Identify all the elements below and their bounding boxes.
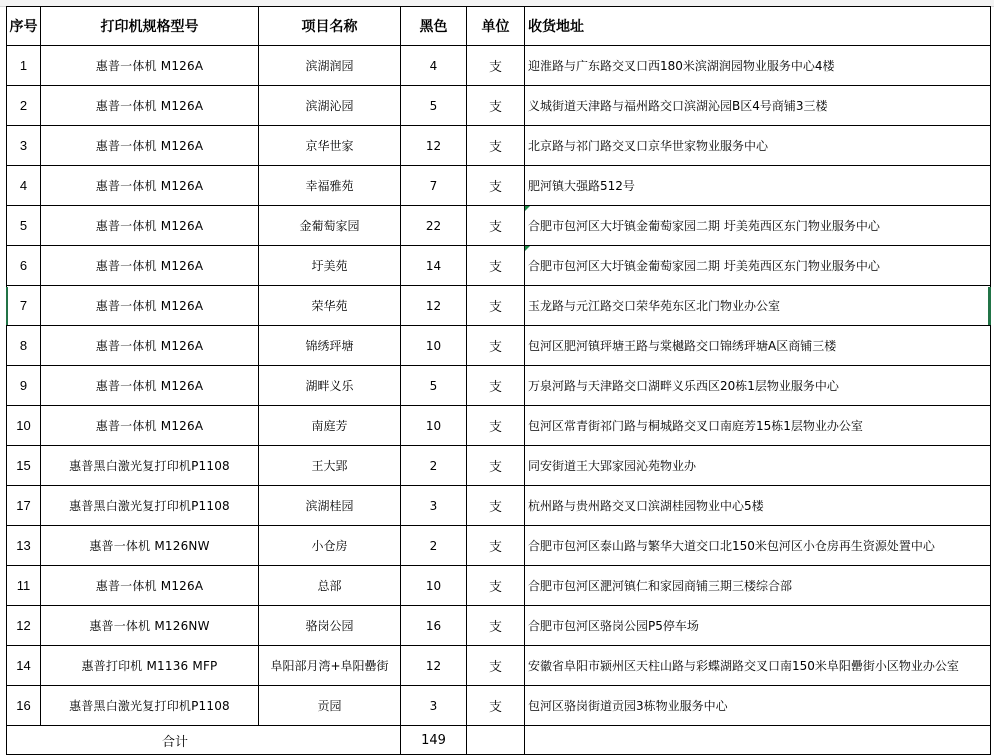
table-row — [7, 646, 991, 686]
table-row — [7, 206, 991, 246]
table-row — [7, 46, 991, 86]
cell-model[interactable]: 惠普黑白激光复打印机P1108 — [41, 686, 259, 726]
comment-flag-icon — [525, 206, 530, 211]
header-address[interactable]: 收货地址 — [525, 7, 991, 46]
cell-address[interactable]: 杭州路与贵州路交叉口滨湖桂园物业中心5楼 — [525, 486, 991, 526]
cell-index[interactable]: 11 — [7, 566, 41, 606]
cell-unit[interactable]: 支 — [467, 206, 525, 246]
cell-project[interactable]: 滨湖沁园 — [259, 86, 401, 126]
cell-unit[interactable]: 支 — [467, 446, 525, 486]
cell-address[interactable]: 迎淮路与广东路交叉口西180米滨湖润园物业服务中心4楼 — [525, 46, 991, 86]
cell-project[interactable]: 王大郢 — [259, 446, 401, 486]
cell-model[interactable]: 惠普一体机 M126NW — [41, 526, 259, 566]
cell-project[interactable]: 滨湖润园 — [259, 46, 401, 86]
table-row — [7, 366, 991, 406]
cell-black-qty[interactable]: 4 — [401, 46, 467, 86]
cell-address[interactable]: 合肥市包河区淝河镇仁和家园商铺三期三楼综合部 — [525, 566, 991, 606]
cell-black-qty[interactable]: 14 — [401, 246, 467, 286]
total-empty-cell-2[interactable] — [525, 726, 991, 755]
cell-project[interactable]: 圩美苑 — [259, 246, 401, 286]
table-row — [7, 686, 991, 726]
cell-project[interactable]: 小仓房 — [259, 526, 401, 566]
cell-unit[interactable]: 支 — [467, 686, 525, 726]
comment-flag-icon — [525, 246, 530, 251]
cell-project[interactable]: 骆岗公园 — [259, 606, 401, 646]
cell-model[interactable]: 惠普黑白激光复打印机P1108 — [41, 446, 259, 486]
cell-black-qty[interactable]: 16 — [401, 606, 467, 646]
cell-address[interactable]: 玉龙路与元江路交口荣华苑东区北门物业办公室 — [525, 286, 991, 326]
cell-address[interactable]: 义城街道天津路与福州路交口滨湖沁园B区4号商铺3三楼 — [525, 86, 991, 126]
cell-unit[interactable]: 支 — [467, 246, 525, 286]
cell-black-qty[interactable]: 5 — [401, 86, 467, 126]
header-unit[interactable]: 单位 — [467, 7, 525, 46]
cell-project[interactable]: 滨湖桂园 — [259, 486, 401, 526]
cell-index[interactable]: 2 — [7, 86, 41, 126]
table-row — [7, 606, 991, 646]
cell-black-qty[interactable]: 2 — [401, 526, 467, 566]
header-model[interactable]: 打印机规格型号 — [41, 7, 259, 46]
table-body — [7, 46, 991, 726]
cell-index[interactable]: 16 — [7, 686, 41, 726]
total-label-cell[interactable]: 合计 — [7, 726, 401, 755]
cell-model[interactable]: 惠普一体机 M126A — [41, 46, 259, 86]
cell-unit[interactable]: 支 — [467, 486, 525, 526]
cell-black-qty[interactable]: 22 — [401, 206, 467, 246]
cell-address[interactable]: 安徽省阜阳市颍州区天柱山路与彩蝶湖路交叉口南150米阜阳罍街小区物业办公室 — [525, 646, 991, 686]
cell-model[interactable]: 惠普一体机 M126NW — [41, 606, 259, 646]
cell-unit[interactable]: 支 — [467, 46, 525, 86]
cell-unit[interactable]: 支 — [467, 406, 525, 446]
cell-index[interactable]: 10 — [7, 406, 41, 446]
cell-project[interactable]: 阜阳部月湾+阜阳罍街 — [259, 646, 401, 686]
cell-black-qty[interactable]: 3 — [401, 486, 467, 526]
cell-model[interactable]: 惠普一体机 M126A — [41, 286, 259, 326]
table-row — [7, 126, 991, 166]
cell-black-qty[interactable]: 10 — [401, 406, 467, 446]
table-row — [7, 286, 991, 326]
table-row — [7, 446, 991, 486]
cell-project[interactable]: 贡园 — [259, 686, 401, 726]
table-row — [7, 326, 991, 366]
cell-unit[interactable]: 支 — [467, 646, 525, 686]
total-value-cell[interactable]: 149 — [401, 726, 467, 755]
cell-project[interactable]: 荣华苑 — [259, 286, 401, 326]
table-row — [7, 486, 991, 526]
cell-black-qty[interactable]: 5 — [401, 366, 467, 406]
table-row — [7, 566, 991, 606]
cell-black-qty[interactable]: 12 — [401, 286, 467, 326]
cell-index[interactable]: 15 — [7, 446, 41, 486]
cell-black-qty[interactable]: 12 — [401, 126, 467, 166]
cell-index[interactable]: 13 — [7, 526, 41, 566]
cell-index[interactable]: 9 — [7, 366, 41, 406]
cell-address[interactable]: 包河区肥河镇玶塘王路与棠樾路交口锦绣玶塘A区商铺三楼 — [525, 326, 991, 366]
cell-index[interactable]: 3 — [7, 126, 41, 166]
selection-indicator-left — [6, 287, 8, 325]
table-row — [7, 406, 991, 446]
total-empty-cell[interactable] — [467, 726, 525, 755]
cell-model[interactable]: 惠普黑白激光复打印机P1108 — [41, 486, 259, 526]
cell-index[interactable]: 7 — [7, 286, 41, 326]
cell-unit[interactable]: 支 — [467, 326, 525, 366]
cell-address[interactable]: 合肥市包河区泰山路与繁华大道交口北150米包河区小仓房再生资源处置中心 — [525, 526, 991, 566]
cell-model[interactable]: 惠普一体机 M126A — [41, 366, 259, 406]
cell-unit[interactable]: 支 — [467, 126, 525, 166]
cell-model[interactable]: 惠普打印机 M1136 MFP — [41, 646, 259, 686]
cell-model[interactable]: 惠普一体机 M126A — [41, 86, 259, 126]
cell-unit[interactable]: 支 — [467, 566, 525, 606]
cell-model[interactable]: 惠普一体机 M126A — [41, 246, 259, 286]
cell-project[interactable]: 湖畔义乐 — [259, 366, 401, 406]
cell-black-qty[interactable]: 7 — [401, 166, 467, 206]
cell-unit[interactable]: 支 — [467, 86, 525, 126]
table-row — [7, 166, 991, 206]
header-black[interactable]: 黑色 — [401, 7, 467, 46]
cell-index[interactable]: 17 — [7, 486, 41, 526]
cell-unit[interactable]: 支 — [467, 526, 525, 566]
cell-project[interactable]: 金葡萄家园 — [259, 206, 401, 246]
cell-address[interactable]: 肥河镇大强路512号 — [525, 166, 991, 206]
cell-model[interactable]: 惠普一体机 M126A — [41, 126, 259, 166]
cell-model[interactable]: 惠普一体机 M126A — [41, 166, 259, 206]
header-index[interactable]: 序号 — [7, 7, 41, 46]
cell-black-qty[interactable]: 12 — [401, 646, 467, 686]
cell-address[interactable]: 合肥市包河区骆岗公园P5停车场 — [525, 606, 991, 646]
cell-address[interactable]: 北京路与祁门路交叉口京华世家物业服务中心 — [525, 126, 991, 166]
table-row — [7, 86, 991, 126]
cell-address[interactable]: 合肥市包河区大圩镇金葡萄家园二期 圩美苑西区东门物业服务中心 — [525, 206, 991, 246]
cell-index[interactable]: 1 — [7, 46, 41, 86]
cell-address[interactable]: 万泉河路与天津路交口湖畔义乐西区20栋1层物业服务中心 — [525, 366, 991, 406]
cell-unit[interactable]: 支 — [467, 366, 525, 406]
cell-project[interactable]: 幸福雅苑 — [259, 166, 401, 206]
cell-index[interactable]: 14 — [7, 646, 41, 686]
cell-index[interactable]: 6 — [7, 246, 41, 286]
cell-model[interactable]: 惠普一体机 M126A — [41, 406, 259, 446]
cell-address[interactable]: 合肥市包河区大圩镇金葡萄家园二期 圩美苑西区东门物业服务中心 — [525, 246, 991, 286]
cell-black-qty[interactable]: 2 — [401, 446, 467, 486]
cell-model[interactable]: 惠普一体机 M126A — [41, 566, 259, 606]
cell-index[interactable]: 5 — [7, 206, 41, 246]
selection-indicator-right — [988, 287, 991, 325]
cell-project[interactable]: 南庭芳 — [259, 406, 401, 446]
cell-unit[interactable]: 支 — [467, 166, 525, 206]
cell-black-qty[interactable]: 3 — [401, 686, 467, 726]
header-project[interactable]: 项目名称 — [259, 7, 401, 46]
cell-model[interactable]: 惠普一体机 M126A — [41, 206, 259, 246]
cell-address[interactable]: 包河区常青街祁门路与桐城路交叉口南庭芳15栋1层物业办公室 — [525, 406, 991, 446]
total-row — [7, 726, 991, 755]
shipment-table — [6, 6, 991, 755]
cell-address[interactable]: 包河区骆岗街道贡园3栋物业服务中心 — [525, 686, 991, 726]
table-row — [7, 526, 991, 566]
cell-index[interactable]: 4 — [7, 166, 41, 206]
cell-unit[interactable]: 支 — [467, 286, 525, 326]
cell-unit[interactable]: 支 — [467, 606, 525, 646]
cell-black-qty[interactable]: 10 — [401, 566, 467, 606]
cell-model[interactable]: 惠普一体机 M126A — [41, 326, 259, 366]
cell-project[interactable]: 京华世家 — [259, 126, 401, 166]
header-row — [7, 7, 991, 46]
cell-project[interactable]: 总部 — [259, 566, 401, 606]
table-row — [7, 246, 991, 286]
cell-index[interactable]: 12 — [7, 606, 41, 646]
cell-project[interactable]: 锦绣玶塘 — [259, 326, 401, 366]
cell-address[interactable]: 同安街道王大郢家园沁苑物业办 — [525, 446, 991, 486]
cell-index[interactable]: 8 — [7, 326, 41, 366]
cell-black-qty[interactable]: 10 — [401, 326, 467, 366]
